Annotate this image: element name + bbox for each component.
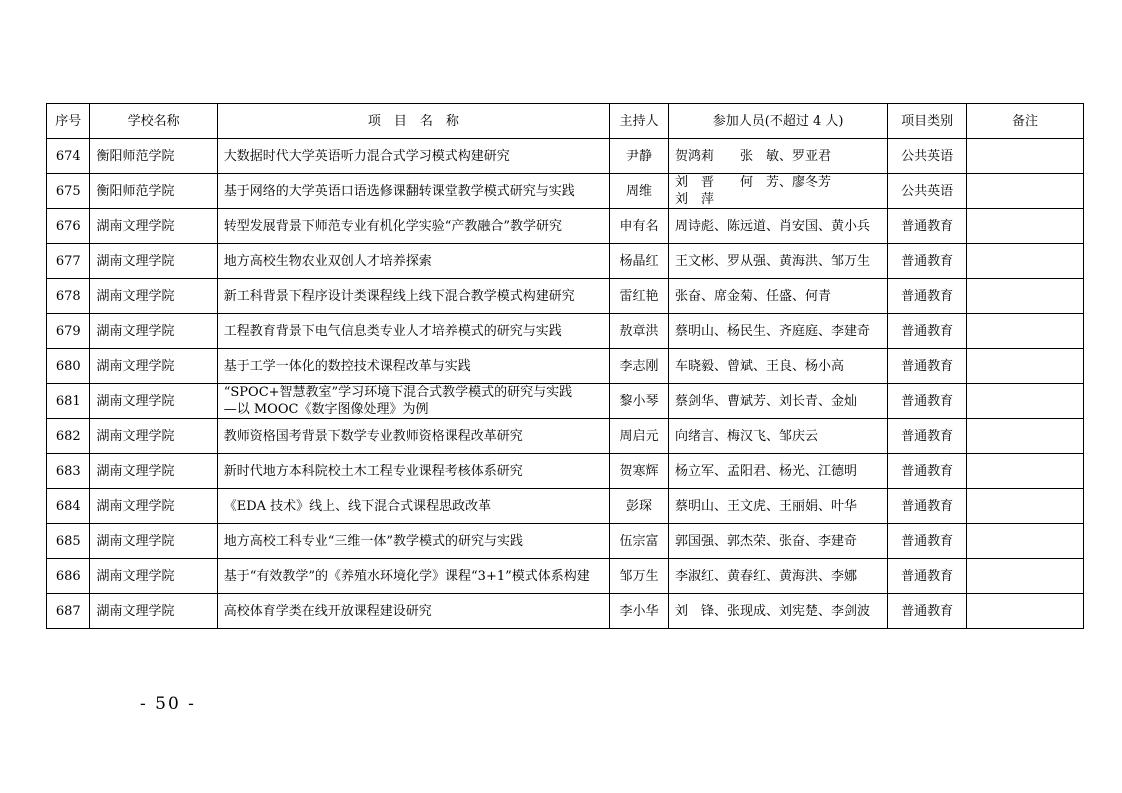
cell-members: 杨立军、孟阳君、杨光、江德明 xyxy=(668,454,887,489)
table-row xyxy=(47,419,1084,454)
project-table xyxy=(46,103,1084,629)
cell-members: 蔡剑华、曹斌芳、刘长青、金灿 xyxy=(668,384,887,419)
cell-host: 敖章洪 xyxy=(609,314,668,349)
cell-no: 682 xyxy=(47,419,90,454)
header-note: 备注 xyxy=(966,104,1083,139)
header-host: 主持人 xyxy=(609,104,668,139)
table-row xyxy=(47,594,1084,629)
cell-note xyxy=(966,454,1083,489)
cell-no: 677 xyxy=(47,244,90,279)
cell-title: 地方高校工科专业“三维一体”教学模式的研究与实践 xyxy=(217,524,609,559)
cell-note xyxy=(966,384,1083,419)
cell-members: 李淑红、黄春红、黄海洪、李娜 xyxy=(668,559,887,594)
cell-host: 周启元 xyxy=(609,419,668,454)
cell-category: 普通教育 xyxy=(888,524,967,559)
cell-title: 新时代地方本科院校土木工程专业课程考核体系研究 xyxy=(217,454,609,489)
cell-school: 湖南文理学院 xyxy=(90,279,217,314)
cell-school: 湖南文理学院 xyxy=(90,524,217,559)
cell-note xyxy=(966,524,1083,559)
header-school: 学校名称 xyxy=(90,104,217,139)
cell-no: 681 xyxy=(47,384,90,419)
cell-school: 湖南文理学院 xyxy=(90,349,217,384)
cell-host: 伍宗富 xyxy=(609,524,668,559)
table-row xyxy=(47,559,1084,594)
cell-title: 基于“有效教学”的《养殖水环境化学》课程“3+1”模式体系构建 xyxy=(217,559,609,594)
cell-members: 郭国强、郭杰荣、张奋、李建奇 xyxy=(668,524,887,559)
cell-host: 贺寒辉 xyxy=(609,454,668,489)
cell-members: 刘 晋 何 芳、廖冬芳 刘 萍 xyxy=(668,174,887,209)
cell-no: 685 xyxy=(47,524,90,559)
cell-members: 周诗彪、陈远道、肖安国、黄小兵 xyxy=(668,209,887,244)
cell-category: 公共英语 xyxy=(888,139,967,174)
cell-members: 蔡明山、杨民生、齐庭庭、李建奇 xyxy=(668,314,887,349)
cell-note xyxy=(966,279,1083,314)
cell-title: 转型发展背景下师范专业有机化学实验“产教融合”教学研究 xyxy=(217,209,609,244)
cell-school: 衡阳师范学院 xyxy=(90,139,217,174)
cell-host: 雷红艳 xyxy=(609,279,668,314)
cell-note xyxy=(966,244,1083,279)
cell-note xyxy=(966,349,1083,384)
cell-title: 工程教育背景下电气信息类专业人才培养模式的研究与实践 xyxy=(217,314,609,349)
cell-host: 周维 xyxy=(609,174,668,209)
cell-members: 王文彬、罗从强、黄海洪、邹万生 xyxy=(668,244,887,279)
cell-school: 湖南文理学院 xyxy=(90,559,217,594)
cell-category: 普通教育 xyxy=(888,384,967,419)
cell-members: 向绪言、梅汉飞、邹庆云 xyxy=(668,419,887,454)
cell-title: 大数据时代大学英语听力混合式学习模式构建研究 xyxy=(217,139,609,174)
table-row xyxy=(47,349,1084,384)
cell-school: 湖南文理学院 xyxy=(90,489,217,524)
cell-category: 普通教育 xyxy=(888,314,967,349)
cell-no: 674 xyxy=(47,139,90,174)
cell-note xyxy=(966,139,1083,174)
header-category: 项目类别 xyxy=(888,104,967,139)
cell-title: “SPOC+智慧教室”学习环境下混合式教学模式的研究与实践 —以 MOOC《数字图像处理》为例 xyxy=(217,384,609,419)
table-row xyxy=(47,454,1084,489)
page-number: - 50 - xyxy=(140,694,196,714)
cell-title: 新工科背景下程序设计类课程线上线下混合教学模式构建研究 xyxy=(217,279,609,314)
cell-host: 李志刚 xyxy=(609,349,668,384)
cell-note xyxy=(966,559,1083,594)
cell-host: 杨晶红 xyxy=(609,244,668,279)
table-row xyxy=(47,209,1084,244)
table-row xyxy=(47,314,1084,349)
cell-note xyxy=(966,314,1083,349)
header-no: 序号 xyxy=(47,104,90,139)
cell-no: 675 xyxy=(47,174,90,209)
cell-no: 679 xyxy=(47,314,90,349)
cell-category: 普通教育 xyxy=(888,209,967,244)
cell-school: 湖南文理学院 xyxy=(90,314,217,349)
cell-school: 湖南文理学院 xyxy=(90,244,217,279)
cell-note xyxy=(966,209,1083,244)
cell-title: 高校体育学类在线开放课程建设研究 xyxy=(217,594,609,629)
cell-category: 普通教育 xyxy=(888,419,967,454)
cell-members: 刘 锋、张现成、刘宪楚、李剑波 xyxy=(668,594,887,629)
cell-no: 678 xyxy=(47,279,90,314)
cell-category: 普通教育 xyxy=(888,279,967,314)
header-title: 项 目 名 称 xyxy=(217,104,609,139)
cell-no: 676 xyxy=(47,209,90,244)
table-row xyxy=(47,489,1084,524)
header-members: 参加人员(不超过 4 人) xyxy=(668,104,887,139)
cell-category: 普通教育 xyxy=(888,559,967,594)
cell-no: 686 xyxy=(47,559,90,594)
cell-category: 公共英语 xyxy=(888,174,967,209)
cell-note xyxy=(966,489,1083,524)
cell-school: 湖南文理学院 xyxy=(90,384,217,419)
cell-school: 湖南文理学院 xyxy=(90,454,217,489)
cell-category: 普通教育 xyxy=(888,489,967,524)
cell-school: 湖南文理学院 xyxy=(90,209,217,244)
cell-school: 湖南文理学院 xyxy=(90,419,217,454)
cell-note xyxy=(966,174,1083,209)
cell-members: 车晓毅、曾斌、王良、杨小高 xyxy=(668,349,887,384)
cell-host: 尹静 xyxy=(609,139,668,174)
cell-no: 680 xyxy=(47,349,90,384)
cell-note xyxy=(966,419,1083,454)
cell-members: 贺鸿莉 张 敏、罗亚君 xyxy=(668,139,887,174)
cell-title: 基于网络的大学英语口语选修课翻转课堂教学模式研究与实践 xyxy=(217,174,609,209)
cell-members: 蔡明山、王文虎、王丽娟、叶华 xyxy=(668,489,887,524)
table-row xyxy=(47,174,1084,209)
cell-category: 普通教育 xyxy=(888,244,967,279)
table-row xyxy=(47,524,1084,559)
cell-host: 李小华 xyxy=(609,594,668,629)
cell-members: 张奋、席金菊、任盛、何青 xyxy=(668,279,887,314)
cell-host: 邹万生 xyxy=(609,559,668,594)
table-row xyxy=(47,244,1084,279)
cell-title: 基于工学一体化的数控技术课程改革与实践 xyxy=(217,349,609,384)
cell-no: 687 xyxy=(47,594,90,629)
cell-school: 衡阳师范学院 xyxy=(90,174,217,209)
cell-category: 普通教育 xyxy=(888,594,967,629)
table-header-row xyxy=(47,104,1084,139)
cell-no: 684 xyxy=(47,489,90,524)
cell-school: 湖南文理学院 xyxy=(90,594,217,629)
cell-title: 教师资格国考背景下数学专业教师资格课程改革研究 xyxy=(217,419,609,454)
table-row xyxy=(47,139,1084,174)
cell-title: 《EDA 技术》线上、线下混合式课程思政改革 xyxy=(217,489,609,524)
table-row xyxy=(47,384,1084,419)
table-row xyxy=(47,279,1084,314)
cell-host: 彭琛 xyxy=(609,489,668,524)
cell-title: 地方高校生物农业双创人才培养探索 xyxy=(217,244,609,279)
cell-note xyxy=(966,594,1083,629)
cell-category: 普通教育 xyxy=(888,454,967,489)
cell-no: 683 xyxy=(47,454,90,489)
cell-category: 普通教育 xyxy=(888,349,967,384)
cell-host: 申有名 xyxy=(609,209,668,244)
cell-host: 黎小琴 xyxy=(609,384,668,419)
